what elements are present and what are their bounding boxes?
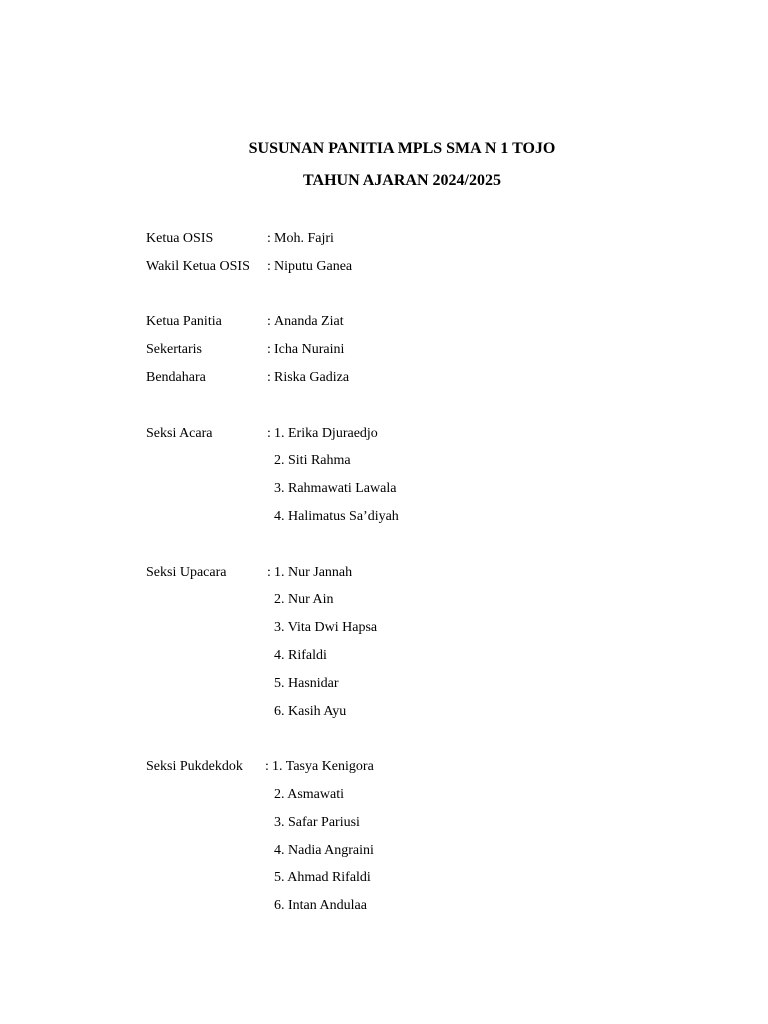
member-name: 3. Vita Dwi Hapsa: [274, 620, 378, 636]
person-name: Riska Gadiza: [274, 369, 350, 385]
member-name: 4. Rifaldi: [274, 647, 327, 663]
member-name: 2. Siti Rahma: [274, 453, 351, 469]
list-item: [146, 229, 706, 257]
list-item: [146, 757, 706, 785]
role-label: Ketua OSIS: [146, 231, 214, 246]
member-name: 4. Halimatus Sa’diyah: [274, 508, 399, 524]
list-item: [146, 368, 706, 396]
member-name: 5. Ahmad Rifaldi: [274, 870, 371, 886]
list-item: [146, 674, 706, 702]
separator: :: [265, 759, 269, 775]
panitia-section: [146, 312, 706, 395]
separator: :: [267, 369, 271, 385]
list-item: [146, 785, 706, 813]
document-subtitle: TAHUN AJARAN 2024/2025: [303, 172, 501, 189]
person-name: Icha Nuraini: [274, 342, 345, 358]
list-item: [146, 479, 706, 507]
member-name: 6. Intan Andulaa: [274, 898, 367, 914]
list-item: [146, 424, 706, 452]
member-name: 1. Erika Djuraedjo: [274, 425, 378, 441]
osis-section: [146, 229, 706, 285]
member-name: 2. Nur Ain: [274, 592, 334, 608]
list-item: [146, 312, 706, 340]
role-label: Ketua Panitia: [146, 314, 222, 330]
role-label: Wakil Ketua OSIS: [146, 258, 250, 274]
separator: :: [267, 564, 271, 580]
list-item: [146, 646, 706, 674]
separator: :: [267, 231, 271, 246]
separator: :: [267, 314, 271, 330]
separator: :: [267, 342, 271, 358]
list-item: [146, 896, 706, 924]
document-title: SUSUNAN PANITIA MPLS SMA N 1 TOJO: [248, 140, 556, 157]
member-name: 3. Safar Pariusi: [274, 814, 360, 830]
list-item: [146, 451, 706, 479]
member-name: 3. Rahmawati Lawala: [274, 481, 397, 497]
member-name: 4. Nadia Angraini: [274, 842, 374, 858]
member-name: 5. Hasnidar: [274, 675, 339, 691]
list-item: [146, 507, 706, 535]
list-item: [146, 702, 706, 730]
separator: :: [267, 258, 271, 274]
person-name: Niputu Ganea: [274, 258, 353, 274]
seksi-pukdekdok-section: [146, 757, 706, 924]
person-name: Moh. Fajri: [274, 231, 334, 246]
list-item: [146, 868, 706, 896]
list-item: [146, 257, 706, 285]
seksi-acara-section: [146, 424, 706, 535]
role-label: Bendahara: [146, 369, 206, 385]
committee-list: [146, 229, 706, 952]
member-name: 6. Kasih Ayu: [274, 703, 347, 719]
list-item: [146, 590, 706, 618]
role-label: Seksi Acara: [146, 425, 213, 441]
seksi-upacara-section: [146, 563, 706, 730]
person-name: Ananda Ziat: [274, 314, 344, 330]
separator: :: [267, 425, 271, 441]
member-name: 2. Asmawati: [274, 786, 344, 802]
member-name: 1. Nur Jannah: [274, 564, 353, 580]
list-item: [146, 813, 706, 841]
role-label: Seksi Upacara: [146, 564, 227, 580]
list-item: [146, 340, 706, 368]
role-label: Sekertaris: [146, 342, 202, 358]
role-label: Seksi Pukdekdok: [146, 759, 243, 775]
list-item: [146, 841, 706, 869]
member-name: 1. Tasya Kenigora: [272, 759, 374, 775]
list-item: [146, 618, 706, 646]
list-item: [146, 563, 706, 591]
